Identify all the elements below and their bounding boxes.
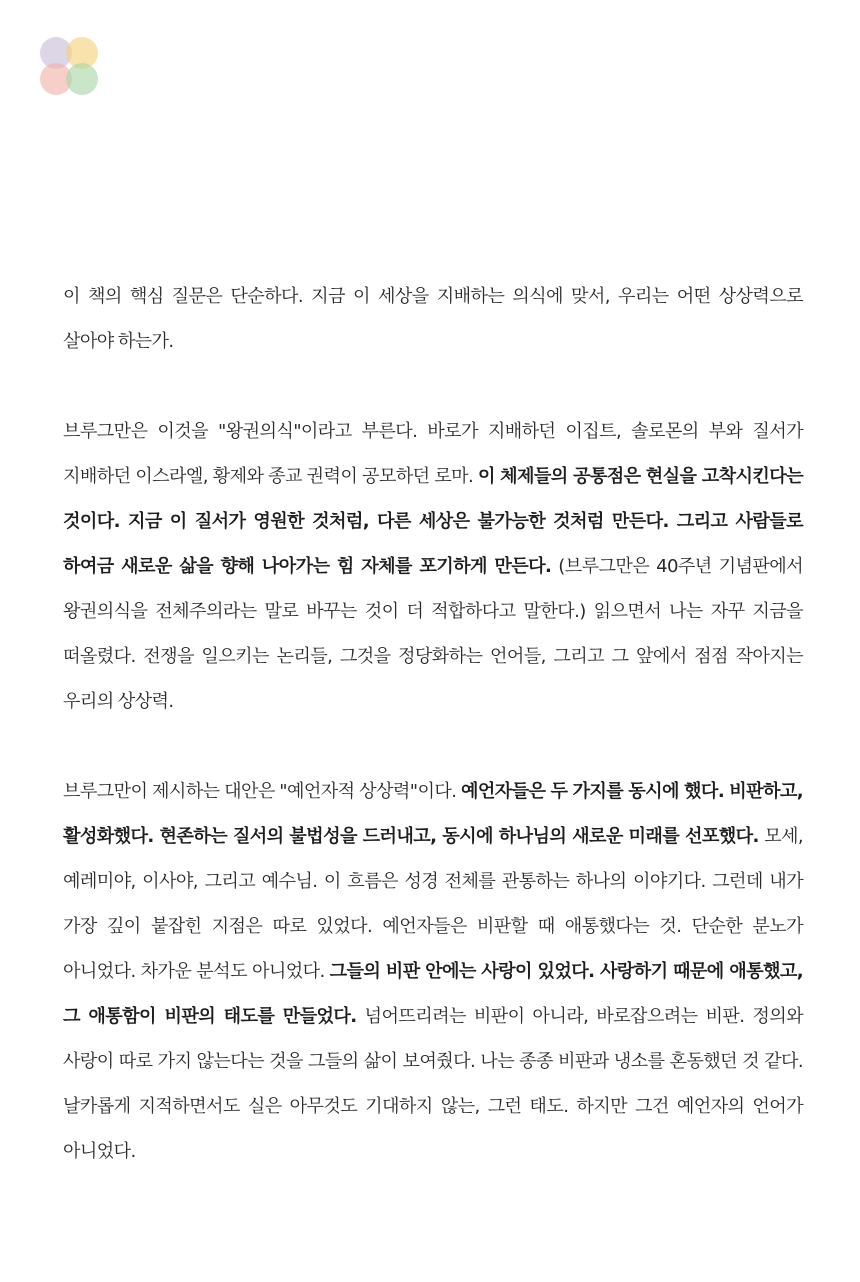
paragraph-prophetic-imagination [63, 769, 803, 1174]
paragraph-text: 브루그만은 이것을 "왕권의식"이라고 부른다. 바로가 지배하던 이집트, 솔로몬의 부와 질서가 지배하던 이스라엘, 황제와 종교 권력이 공모하던 로마. [63, 421, 803, 487]
paragraph-text: 이 책의 핵심 질문은 단순하다. 지금 이 세상을 지배하는 의식에 맞서, 우리는 어떤 상상력으로 살아야 하는가. [63, 286, 803, 352]
brand-logo-icon [40, 37, 100, 97]
paragraph-emphasis: 그들의 비판 안에는 사랑이 있었다. 사랑하기 때문에 애통했고, 그 애통함이 비판의 태도를 만들었다. [63, 961, 803, 1027]
paragraph-question [63, 274, 803, 364]
paragraph-emphasis: 이 체제들의 공통점은 현실을 고착시킨다는 것이다. 지금 이 질서가 영원한 것처럼, 다른 세상은 불가능한 것처럼 만든다. 그리고 사람들로 하여금 새로운 삶을 향해 나아가는 힘 자체를 포기하게 만든다. [63, 466, 803, 577]
paragraph-text: (브루그만은 40주년 기념판에서 왕권의식을 전체주의라는 말로 바꾸는 것이 더 적합하다고 말한다.) 읽으면서 나는 자꾸 지금을 떠올렸다. 전쟁을 일으키는 논리들, 그것을 정당화하는 언어들, 그리고 그 앞에서 점점 작아지는 우리의 상상력. [63, 556, 803, 712]
paragraph-text: 브루그만이 제시하는 대안은 "예언자적 상상력"이다. [63, 781, 461, 802]
article-body [63, 274, 803, 1219]
paragraph-text: 모세, 예레미야, 이사야, 그리고 예수님. 이 흐름은 성경 전체를 관통하는 하나의 이야기다. 그런데 내가 가장 깊이 붙잡힌 지점은 따로 있었다. 예언자들은 비판할 때 애통했다는 것. 단순한 분노가 아니었다. 차가운 분석도 아니었다. [63, 826, 804, 982]
logo-circle-green [66, 63, 98, 95]
paragraph-royal-consciousness [63, 409, 803, 724]
paragraph-emphasis: 예언자들은 두 가지를 동시에 했다. 비판하고, 활성화했다. 현존하는 질서의 불법성을 드러내고, 동시에 하나님의 새로운 미래를 선포했다. [63, 781, 804, 847]
paragraph-text: 넘어뜨리려는 비판이 아니라, 바로잡으려는 비판. 정의와 사랑이 따로 가지 않는다는 것을 그들의 삶이 보여줬다. 나는 종종 비판과 냉소를 혼동했던 것 같다. 날카롭게 지적하면서도 실은 아무것도 기대하지 않는, 그런 태도. 하지만 그건 예언자의 언어가 아니었다. [63, 1006, 803, 1162]
